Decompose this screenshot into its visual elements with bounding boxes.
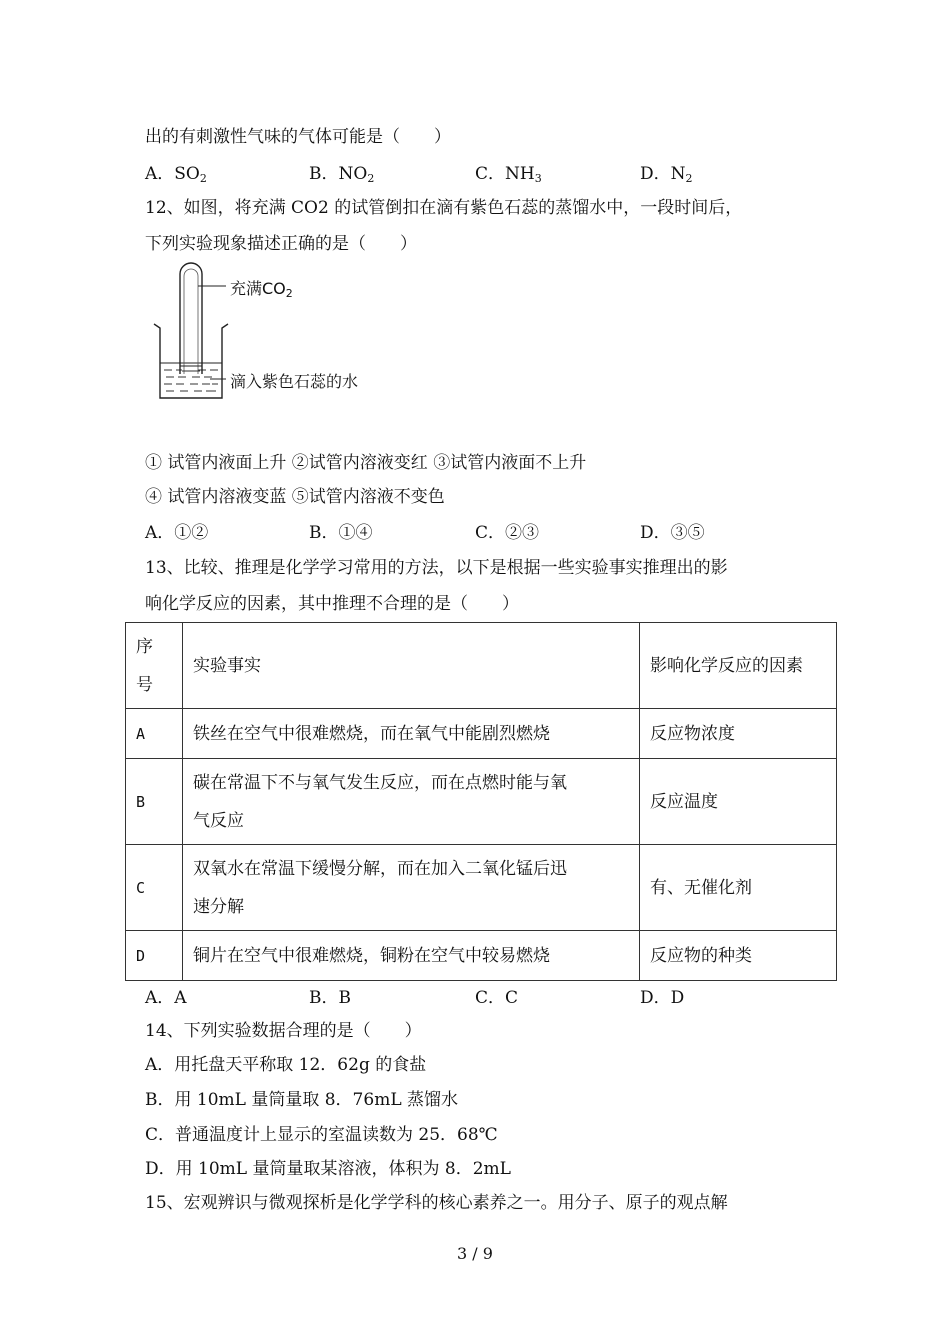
row-id: B [126, 759, 183, 845]
q12-option-a[interactable]: A．①② [145, 523, 209, 543]
q11-options [145, 159, 845, 183]
q11-option-a[interactable]: A．$SO_2$ [145, 164, 207, 185]
row-factor: 有、无催化剂 [640, 845, 837, 931]
q11-option-d[interactable]: D．$N_2$ [640, 164, 693, 185]
row-fact: 碳在常温下不与氧气发生反应，而在点燃时能与氧 气反应 [183, 759, 640, 845]
label-litmus-water: 滴入紫色石蕊的水 [230, 372, 359, 391]
table-row [126, 709, 837, 759]
q12-option-b[interactable]: B．①④ [309, 523, 373, 543]
row-id: A [126, 709, 183, 759]
table-row [126, 759, 837, 845]
row-factor: 反应温度 [640, 759, 837, 845]
header-fact: 实验事实 [183, 623, 640, 709]
label-co2-filled: 充满$CO_2$ [230, 279, 293, 300]
row-id: D [126, 931, 183, 981]
header-factor: 影响化学反应的因素 [640, 623, 837, 709]
q13-options [145, 983, 845, 1007]
q13-stem-line2: 响化学反应的因素，其中推理不合理的是（ ） [145, 594, 519, 614]
row-fact: 铁丝在空气中很难燃烧，而在氧气中能剧烈燃烧 [183, 709, 640, 759]
q14-option-c[interactable]: C．普通温度计上显示的室温读数为 25．68℃ [145, 1125, 498, 1145]
row-fact: 铜片在空气中很难燃烧，铜粉在空气中较易燃烧 [183, 931, 640, 981]
q12-statements-line1: ① 试管内液面上升 ②试管内溶液变红 ③试管内液面不上升 [145, 453, 587, 473]
q12-option-c[interactable]: C．②③ [475, 523, 540, 543]
q11-option-c[interactable]: C．$NH_3$ [475, 164, 542, 185]
table-header-row [126, 623, 837, 709]
table-row [126, 931, 837, 981]
q12-options [145, 518, 845, 542]
header-seq: 序 号 [126, 623, 183, 709]
row-id: C [126, 845, 183, 931]
q11-option-b[interactable]: B．$NO_2$ [309, 164, 375, 185]
table-row [126, 845, 837, 931]
q13-option-a[interactable]: A．A [145, 988, 187, 1008]
page-number: 3 / 9 [457, 1244, 493, 1263]
q12-option-d[interactable]: D．③⑤ [640, 523, 705, 543]
q11-stem-tail: 出的有刺激性气味的气体可能是（ ） [145, 127, 451, 147]
q15-stem-line1: 15、宏观辨识与微观探析是化学学科的核心素养之一。用分子、原子的观点解 [145, 1193, 728, 1213]
q12-stem-line2: 下列实验现象描述正确的是（ ） [145, 234, 417, 254]
q12-stem-line1: 12、如图，将充满 CO2 的试管倒扣在滴有紫色石蕊的蒸馏水中，一段时间后， [145, 198, 743, 218]
q14-option-a[interactable]: A．用托盘天平称取 12．62g 的食盐 [145, 1055, 427, 1075]
q13-table [125, 622, 837, 981]
row-fact: 双氧水在常温下缓慢分解，而在加入二氧化锰后迅 速分解 [183, 845, 640, 931]
row-factor: 反应物浓度 [640, 709, 837, 759]
q13-option-c[interactable]: C．C [475, 988, 519, 1008]
row-factor: 反应物的种类 [640, 931, 837, 981]
q13-option-d[interactable]: D．D [640, 988, 685, 1008]
q14-option-d[interactable]: D．用 10mL 量筒量取某溶液，体积为 8．2mL [145, 1159, 511, 1179]
q12-statements-line2: ④ 试管内溶液变蓝 ⑤试管内溶液不变色 [145, 487, 445, 507]
q13-option-b[interactable]: B．B [309, 988, 351, 1008]
q14-option-b[interactable]: B．用 10mL 量筒量取 8．76mL 蒸馏水 [145, 1090, 459, 1110]
q14-stem: 14、下列实验数据合理的是（ ） [145, 1021, 422, 1041]
q13-stem-line1: 13、比较、推理是化学学习常用的方法，以下是根据一些实验事实推理出的影 [145, 558, 728, 578]
q12-figure [150, 262, 410, 407]
